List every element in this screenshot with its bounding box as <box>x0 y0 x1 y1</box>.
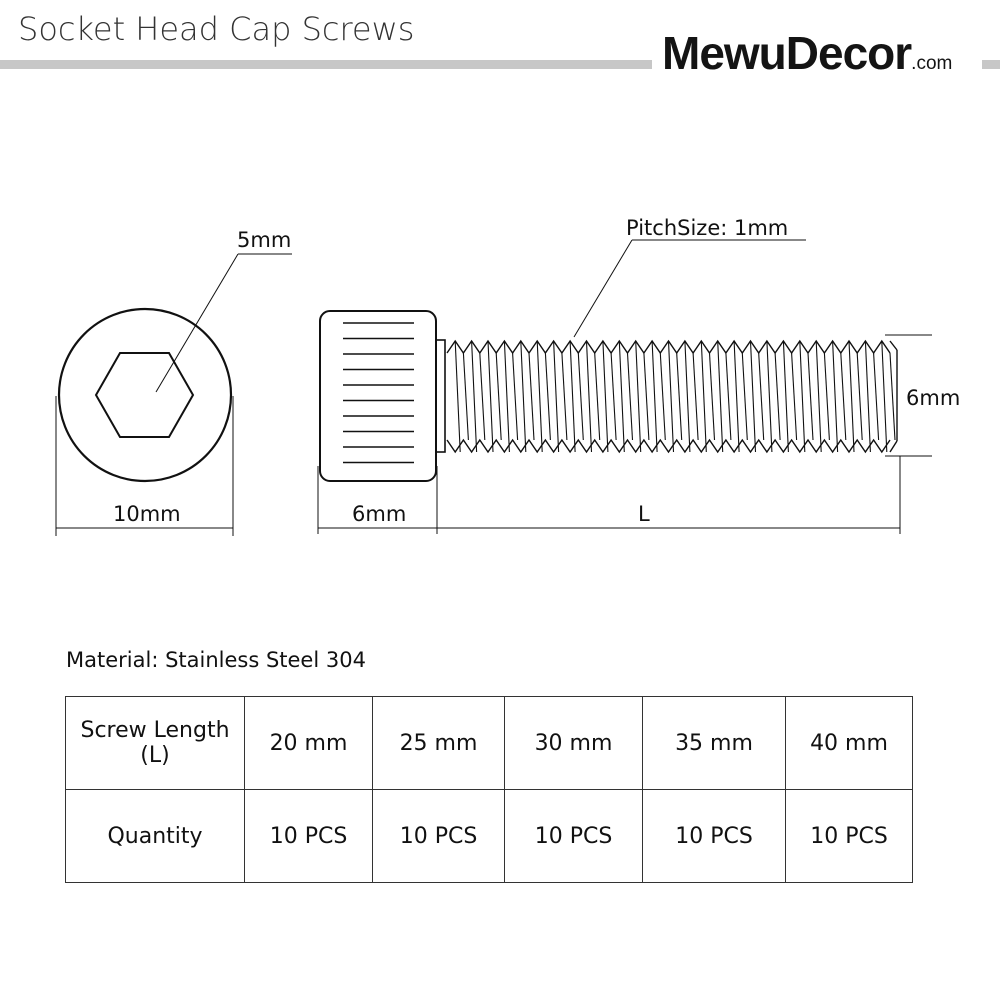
screw-neck <box>436 340 445 452</box>
table-cell: 30 mm <box>505 697 643 790</box>
hex-socket-size-label: 5mm <box>237 228 292 252</box>
thread-root-line <box>496 353 501 440</box>
spec-table-body <box>66 697 913 883</box>
material-note: Material: Stainless Steel 304 <box>66 648 366 672</box>
pitch-size-label: PitchSize: 1mm <box>626 216 789 240</box>
thread-flank-line <box>865 341 870 452</box>
table-cell: 20 mm <box>245 697 373 790</box>
thread-root-line <box>710 353 715 440</box>
thread-flank-line <box>685 341 690 452</box>
thread-root-line <box>693 353 698 440</box>
thread-root-line <box>529 353 534 440</box>
thread-flank-line <box>718 341 723 452</box>
table-row <box>66 697 913 790</box>
row-header-text: Quantity <box>107 823 203 849</box>
head-length-label: 6mm <box>352 502 407 526</box>
thread-root-line <box>595 353 600 440</box>
thread-flank-line <box>734 341 739 452</box>
head-knurling <box>343 323 414 463</box>
thread-flank-line <box>619 341 624 452</box>
table-cell: 10 PCS <box>786 790 913 883</box>
thread-flank-line <box>751 341 756 452</box>
table-cell: 25 mm <box>373 697 505 790</box>
thread-flank-line <box>554 341 559 452</box>
table-cell: 10 PCS <box>373 790 505 883</box>
screw-end-view <box>56 254 292 536</box>
thread-flank-line <box>669 341 674 452</box>
thread-root-line <box>742 353 747 440</box>
thread-flank-line <box>816 341 821 452</box>
thread-root-line <box>874 353 879 440</box>
row-header-cell <box>66 790 245 883</box>
table-cell: 40 mm <box>786 697 913 790</box>
hex-socket-icon <box>96 353 193 437</box>
thread-root-line <box>611 353 616 440</box>
thread-root-line <box>775 353 780 440</box>
screw-side-view <box>318 240 932 534</box>
table-cell: 10 PCS <box>505 790 643 883</box>
spec-table <box>65 696 913 883</box>
table-cell: 10 PCS <box>643 790 786 883</box>
thread-flanks <box>455 341 895 452</box>
hex-socket-leader-line <box>156 254 238 392</box>
table-cell: 10 PCS <box>245 790 373 883</box>
thread-root-line <box>480 353 485 440</box>
thread-root-line <box>841 353 846 440</box>
thread-flank-line <box>849 341 854 452</box>
thread-flank-line <box>521 341 526 452</box>
thread-flank-line <box>504 341 509 452</box>
thread-flank-line <box>800 341 805 452</box>
thread-root-line <box>759 353 764 440</box>
table-row <box>66 790 913 883</box>
thread-root-line <box>808 353 813 440</box>
thread-flank-line <box>652 341 657 452</box>
thread-root-line <box>628 353 633 440</box>
thread-flank-line <box>603 341 608 452</box>
thread-root-line <box>513 353 518 440</box>
thread-root-line <box>824 353 829 440</box>
page-title: Socket Head Cap Screws <box>18 10 415 48</box>
thread-root-line <box>660 353 665 440</box>
thread-flank-line <box>488 341 493 452</box>
thread-flank-line <box>537 341 542 452</box>
thread-flank-line <box>472 341 477 452</box>
thread-outline <box>447 341 890 452</box>
thread-flank-line <box>783 341 788 452</box>
brand-tld: .com <box>911 53 953 74</box>
thread-flank-line <box>767 341 772 452</box>
row-header-text: (L) <box>140 743 170 768</box>
thread-root-line <box>562 353 567 440</box>
table-cell: 35 mm <box>643 697 786 790</box>
thread-root-line <box>545 353 550 440</box>
thread-diameter-label: 6mm <box>906 386 961 410</box>
thread-flank-line <box>701 341 706 452</box>
thread-root-line <box>677 353 682 440</box>
thread-root-line <box>463 353 468 440</box>
head-diameter-label: 10mm <box>113 502 181 526</box>
row-header-text: Screw Length <box>80 718 230 743</box>
row-header-cell <box>66 697 245 790</box>
thread-root-line <box>857 353 862 440</box>
thread-root-line <box>792 353 797 440</box>
thread-root-line <box>578 353 583 440</box>
thread-flank-line <box>455 341 460 452</box>
pitch-leader-line <box>574 240 632 337</box>
screw-head-side <box>320 311 436 481</box>
thread-flank-line <box>833 341 838 452</box>
thread-flank-line <box>587 341 592 452</box>
screw-head-outline <box>59 309 231 481</box>
thread-root-line <box>726 353 731 440</box>
thread-root-line <box>890 353 895 440</box>
thread-flank-line <box>882 341 887 452</box>
brand-name: MewuDecor <box>662 27 912 79</box>
shank-length-label: L <box>638 502 650 526</box>
thread-flank-line <box>570 341 575 452</box>
thread-flank-line <box>636 341 641 452</box>
thread-root-line <box>644 353 649 440</box>
